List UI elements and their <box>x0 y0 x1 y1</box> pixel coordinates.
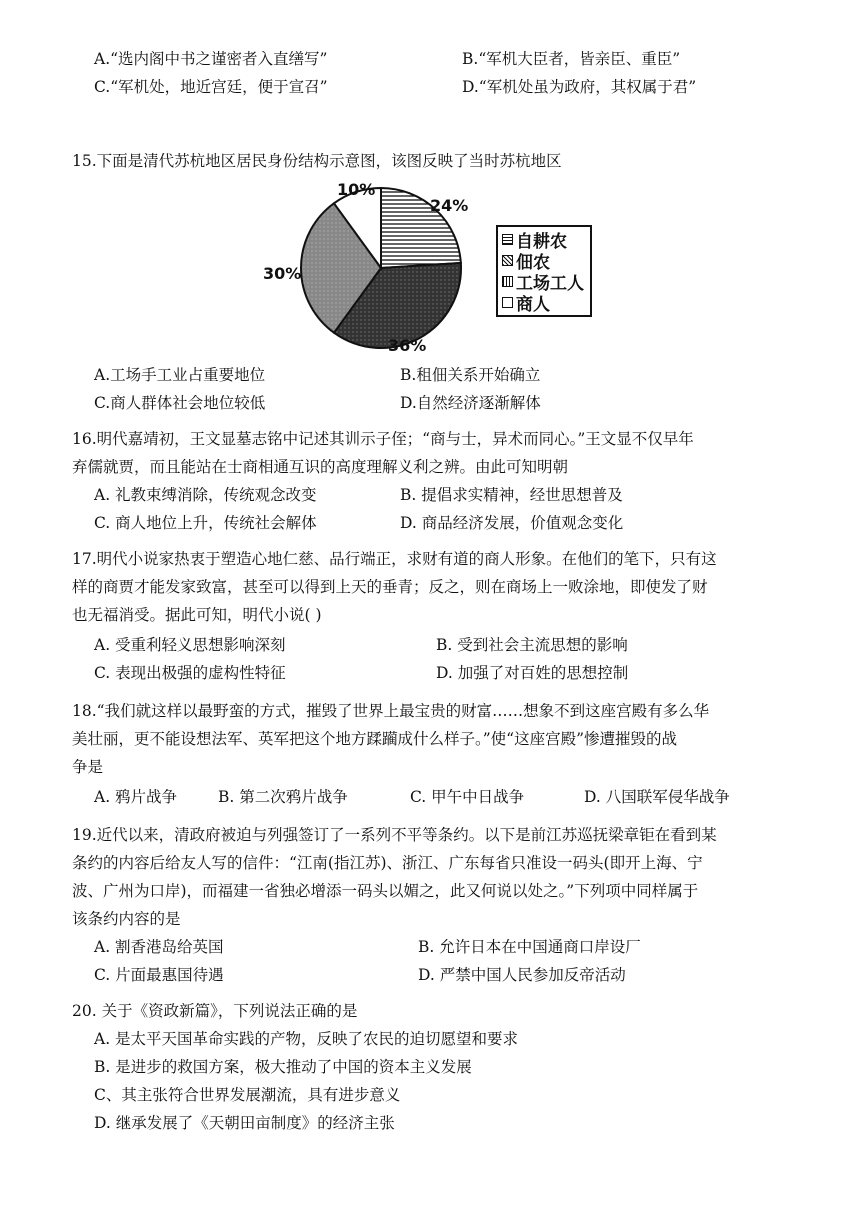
q14-option-a: A.“选内阁中书之谨密者入直缮写” <box>94 50 328 68</box>
label-36: 36% <box>388 336 427 355</box>
legend-item-zigengnong: 自耕农 <box>502 229 586 250</box>
q17-stem-line-1: 17.明代小说家热衷于塑造心地仁慈、品行端正，求财有道的商人形象。在他们的笔下，只有这 <box>72 550 717 568</box>
q15-option-b: B.租佃关系开始确立 <box>400 366 541 384</box>
q16-option-c: C. 商人地位上升，传统社会解体 <box>94 514 317 532</box>
q19-stem-line-3: 波、广州为口岸)，而福建一省独必增添一码头以媚之，此又何说以处之。”下列项中同样属于 <box>72 882 699 900</box>
q14-option-c: C.“军机处，地近宫廷，便于宣召” <box>94 78 328 96</box>
q16-option-b: B. 提倡求实精神，经世思想普及 <box>400 486 623 504</box>
legend-item-diannong: 佃农 <box>502 250 586 271</box>
q19-option-b: B. 允许日本在中国通商口岸设厂 <box>418 938 641 956</box>
q19-stem-line-4: 该条约内容的是 <box>72 910 181 928</box>
q17-stem-line-2: 样的商贾才能发家致富，甚至可以得到上天的垂青；反之，则在商场上一败涂地，即使发了财 <box>72 578 708 596</box>
label-24: 24% <box>430 196 469 215</box>
q16-stem-line-1: 16.明代嘉靖初，王文显墓志铭中记述其训示子侄；“商与士，异术而同心。”王文显不仅早年 <box>72 430 694 448</box>
q17-option-b: B. 受到社会主流思想的影响 <box>436 636 628 654</box>
q19-stem-line-1: 19.近代以来，清政府被迫与列强签订了一系列不平等条约。以下是前江苏巡抚梁章钜在看到某 <box>72 826 717 844</box>
q15-option-d: D.自然经济逐渐解体 <box>400 394 541 412</box>
legend-item-gongren: 工场工人 <box>502 271 586 292</box>
q18-option-d: D. 八国联军侵华战争 <box>584 788 730 806</box>
q18-stem-line-2: 美壮丽，更不能设想法军、英军把这个地方蹂躏成什么样子。”使“这座宫殿”惨遭摧毁的战 <box>72 730 678 748</box>
q17-option-a: A. 受重利轻义思想影响深刻 <box>94 636 286 654</box>
q18-option-b: B. 第二次鸦片战争 <box>218 788 348 806</box>
q19-option-d: D. 严禁中国人民参加反帝活动 <box>418 966 626 984</box>
q19-option-c: C. 片面最惠国待遇 <box>94 966 224 984</box>
chart-legend <box>496 225 592 317</box>
q16-stem-line-2: 弃儒就贾，而且能站在士商相通互识的高度理解义利之辨。由此可知明朝 <box>72 458 569 476</box>
q20-option-a: A. 是太平天国革命实践的产物，反映了农民的迫切愿望和要求 <box>94 1030 519 1048</box>
q20-option-b: B. 是进步的救国方案，极大推动了中国的资本主义发展 <box>94 1058 472 1076</box>
q15-stem: 15.下面是清代苏杭地区居民身份结构示意图，该图反映了当时苏杭地区 <box>72 152 562 170</box>
q19-option-a: A. 割香港岛给英国 <box>94 938 224 956</box>
q20-option-c: C、其主张符合世界发展潮流，具有进步意义 <box>94 1086 401 1104</box>
q14-option-b: B.“军机大臣者，皆亲臣、重臣” <box>462 50 681 68</box>
swatch-hatched-icon <box>502 234 513 245</box>
q18-stem-line-1: 18.“我们就这样以最野蛮的方式，摧毁了世界上最宝贵的财富……想象不到这座宫殿有多么华 <box>72 702 710 720</box>
swatch-gray-icon <box>502 276 513 287</box>
swatch-white-icon <box>502 297 513 308</box>
q17-option-c: C. 表现出极强的虚构性特征 <box>94 664 286 682</box>
swatch-dark-icon <box>502 255 513 266</box>
label-10: 10% <box>337 180 376 199</box>
q19-stem-line-2: 条约的内容后给友人写的信件：“江南(指江苏)、浙江、广东每省只准设一码头(即开上海、宁 <box>72 854 703 872</box>
q18-option-a: A. 鸦片战争 <box>94 788 178 806</box>
label-30: 30% <box>263 264 302 283</box>
q17-option-d: D. 加强了对百姓的思想控制 <box>436 664 629 682</box>
q15-option-a: A.工场手工业占重要地位 <box>94 366 266 384</box>
q15-option-c: C.商人群体社会地位较低 <box>94 394 266 412</box>
q16-option-a: A. 礼教束缚消除，传统观念改变 <box>94 486 317 504</box>
q17-stem-line-3: 也无福消受。据此可知，明代小说( ) <box>72 606 322 624</box>
q20-option-d: D. 继承发展了《天朝田亩制度》的经济主张 <box>94 1114 395 1132</box>
q18-stem-line-3: 争是 <box>72 758 104 776</box>
q20-stem: 20. 关于《资政新篇》，下列说法正确的是 <box>72 1002 358 1020</box>
legend-item-shangren: 商人 <box>502 292 586 313</box>
q16-option-d: D. 商品经济发展，价值观念变化 <box>400 514 624 532</box>
q14-option-d: D.“军机处虽为政府，其权属于君” <box>462 78 697 96</box>
q18-option-c: C. 甲午中日战争 <box>410 788 525 806</box>
